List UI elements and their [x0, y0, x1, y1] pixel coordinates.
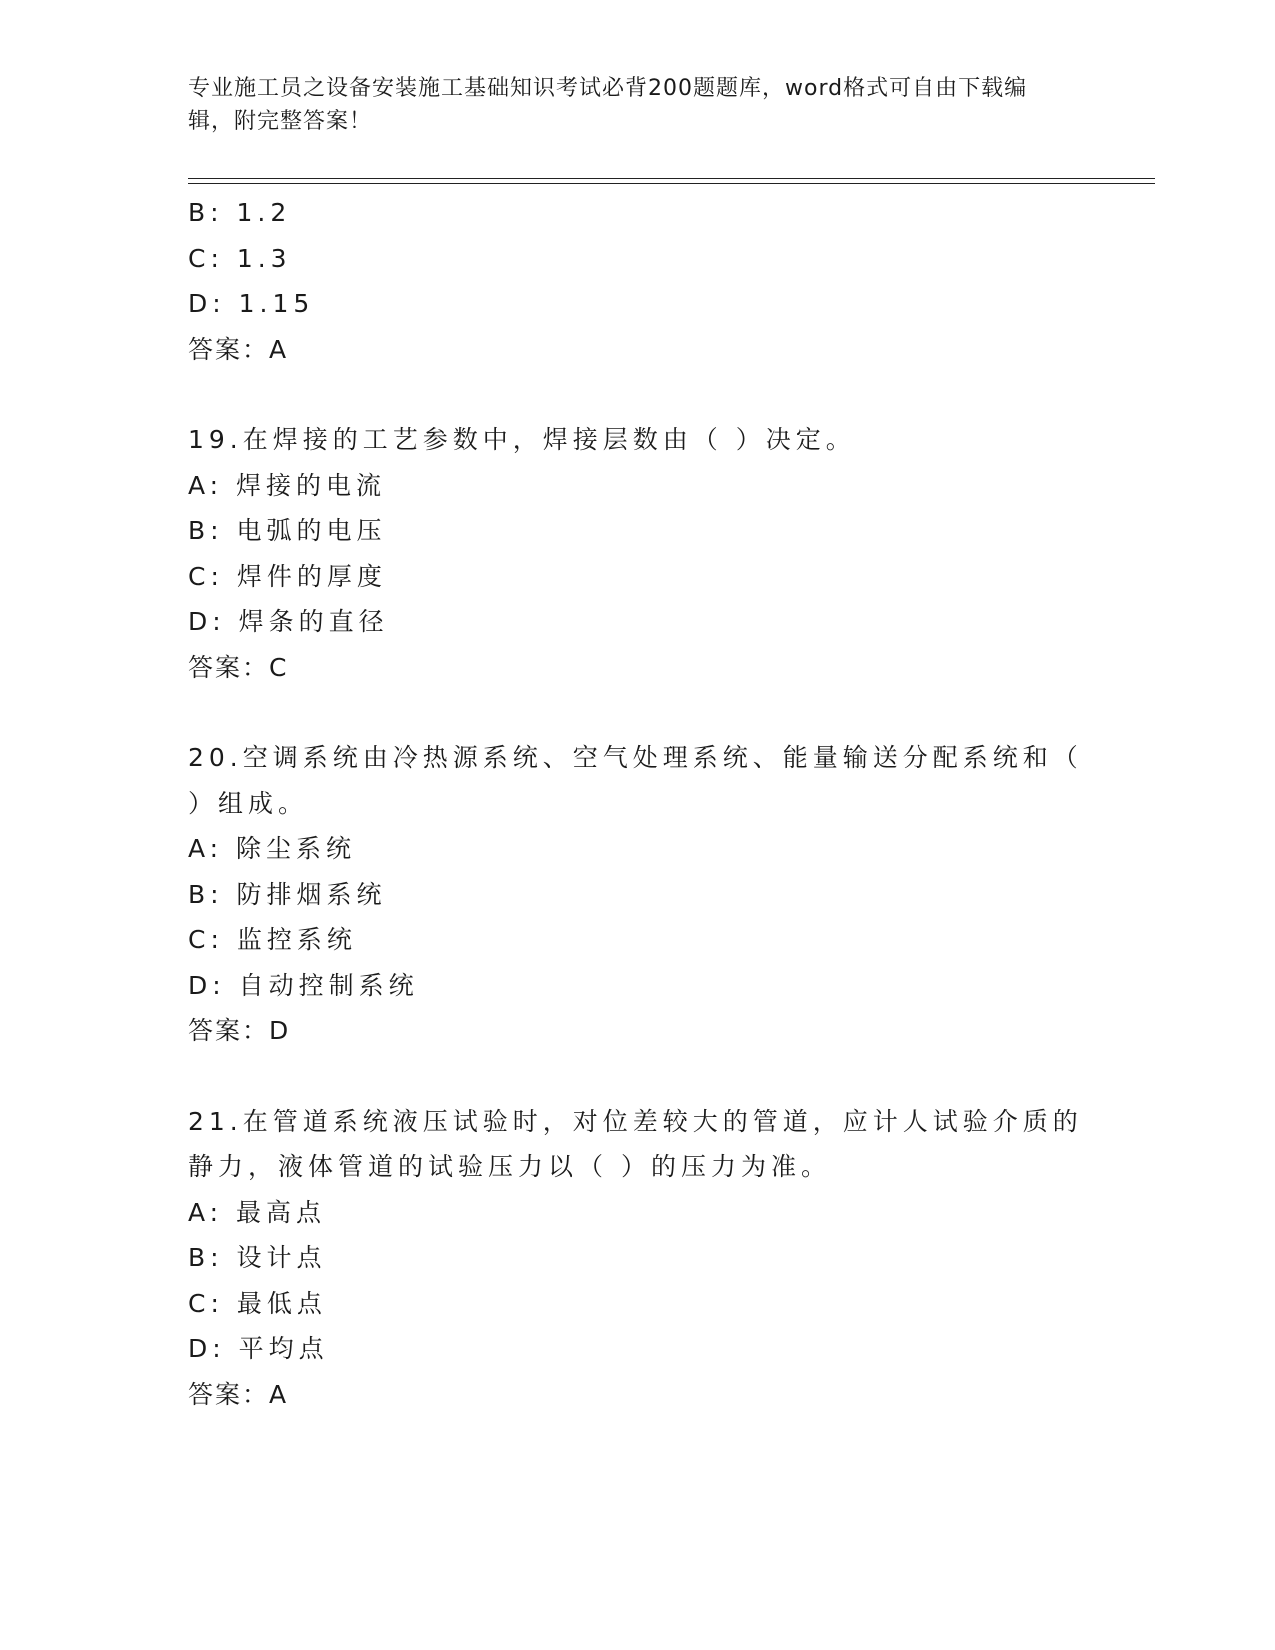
- document-header: 专业施工员之设备安装施工基础知识考试必背200题题库，word格式可自由下载编辑，附完整答案！: [188, 76, 1028, 134]
- option-b: B: 电弧的电压: [188, 516, 387, 545]
- question-text: 20.空调系统由冷热源系统、空气处理系统、能量输送分配系统和（ ）组成。: [188, 743, 1083, 818]
- question-block-20: [188, 735, 1088, 1054]
- option-a: A: 焊接的电流: [188, 470, 387, 500]
- question-block-21: [188, 1099, 1088, 1418]
- answer-line: 答案：C: [188, 652, 289, 682]
- answer-line: 答案：A: [188, 334, 289, 364]
- option-a: A: 最高点: [188, 1197, 327, 1227]
- question-text: 21.在管道系统液压试验时，对位差较大的管道，应计人试验介质的静力，液体管道的试验压力以（ ）的压力为准。: [188, 1106, 1083, 1181]
- option-a: A: 除尘系统: [188, 834, 357, 863]
- spacer: [188, 372, 1088, 417]
- option-d: D: 平均点: [188, 1334, 329, 1363]
- option-b: B: 设计点: [188, 1243, 327, 1272]
- answer-line: 答案：A: [188, 1379, 289, 1409]
- question-block-19: [188, 417, 1088, 690]
- option-d: D: 1.15: [188, 289, 315, 318]
- option-d: D: 焊条的直径: [188, 607, 389, 636]
- spacer: [188, 1054, 1088, 1099]
- option-c: C: 1.3: [188, 243, 292, 273]
- option-d: D: 自动控制系统: [188, 970, 419, 1000]
- option-c: C: 最低点: [188, 1288, 327, 1318]
- option-b: B: 防排烟系统: [188, 879, 387, 909]
- question-list: [188, 190, 1088, 1417]
- question-block-18-tail: [188, 190, 1088, 372]
- option-b: B: 1.2: [188, 198, 292, 227]
- header-divider: [188, 178, 1155, 184]
- option-c: C: 监控系统: [188, 925, 357, 954]
- spacer: [188, 690, 1088, 735]
- answer-line: 答案：D: [188, 1016, 291, 1045]
- option-c: C: 焊件的厚度: [188, 561, 387, 591]
- question-text: 19.在焊接的工艺参数中，焊接层数由（ ）决定。: [188, 425, 856, 454]
